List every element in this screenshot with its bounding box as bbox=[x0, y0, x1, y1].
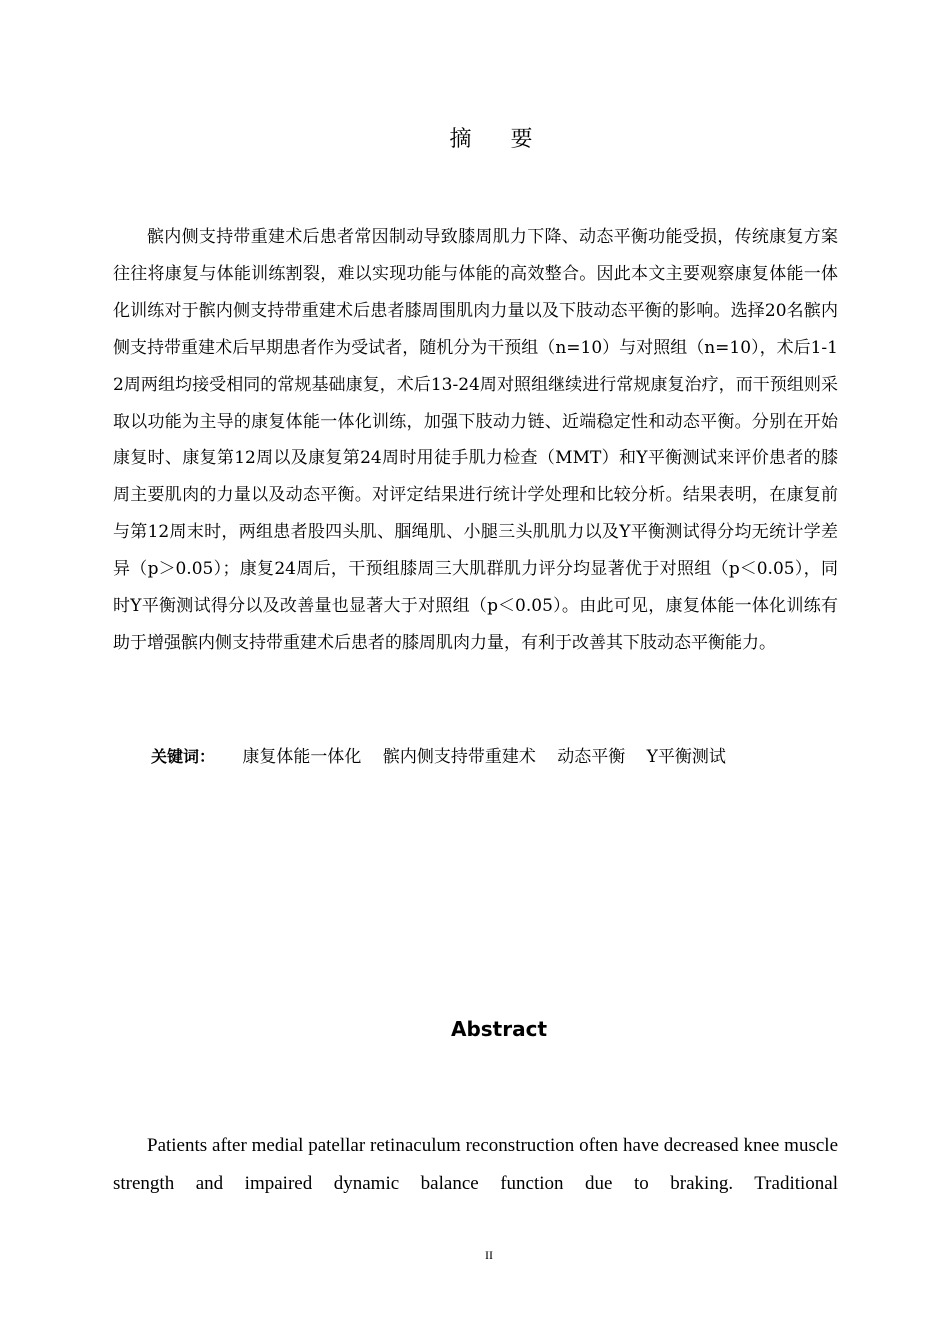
keyword-item: 康复体能一体化 bbox=[242, 747, 362, 767]
english-abstract-body: Patients after medial patellar retinaculum reconstruction often have decreased knee muscle strength and impaired dynamic balance function due to braking. Traditional bbox=[113, 1135, 838, 1194]
chinese-abstract-body: 髌内侧支持带重建术后患者常因制动导致膝周肌力下降、动态平衡功能受损，传统康复方案往往将康复与体能训练割裂，难以实现功能与体能的高效整合。因此本文主要观察康复体能一体化训练对于髌内侧支持带重建术后患者膝周围肌肉力量以及下肢动态平衡的影响。选择20名髌内侧支持带重建术后早期患者作为受试者，随机分为干预组（n=10）与对照组（n=10），术后1-12周两组均接受相同的常规基础康复，术后13-24周对照组继续进行常规康复治疗，而干预组则采取以功能为主导的康复体能一体化训练，加强下肢动力链、近端稳定性和动态平衡。分别在开始康复时、康复第12周以及康复第24周时用徒手肌力检查（MMT）和Y平衡测试来评价患者的膝周主要肌肉的力量以及动态平衡。对评定结果进行统计学处理和比较分析。结果表明，在康复前与第12周末时，两组患者股四头肌、腘绳肌、小腿三头肌肌力以及Y平衡测试得分均无统计学差异（p＞0.05）；康复24周后，干预组膝周三大肌群肌力评分均显著优于对照组（p＜0.05），同时Y平衡测试得分以及改善量也显著大于对照组（p＜0.05）。由此可见，康复体能一体化训练有助于增强髌内侧支持带重建术后患者的膝周肌肉力量，有利于改善其下肢动态平衡能力。 bbox=[113, 227, 838, 653]
page-number: II bbox=[485, 1248, 493, 1262]
keywords-line bbox=[151, 740, 851, 774]
english-abstract-title: Abstract bbox=[450, 1017, 548, 1041]
chinese-abstract-title: 摘 要 bbox=[449, 127, 549, 152]
keyword-item: 动态平衡 bbox=[557, 747, 626, 767]
keyword-item: Y平衡测试 bbox=[646, 747, 726, 767]
keyword-item: 髌内侧支持带重建术 bbox=[382, 747, 536, 767]
keywords-label: 关键词： bbox=[151, 747, 216, 766]
